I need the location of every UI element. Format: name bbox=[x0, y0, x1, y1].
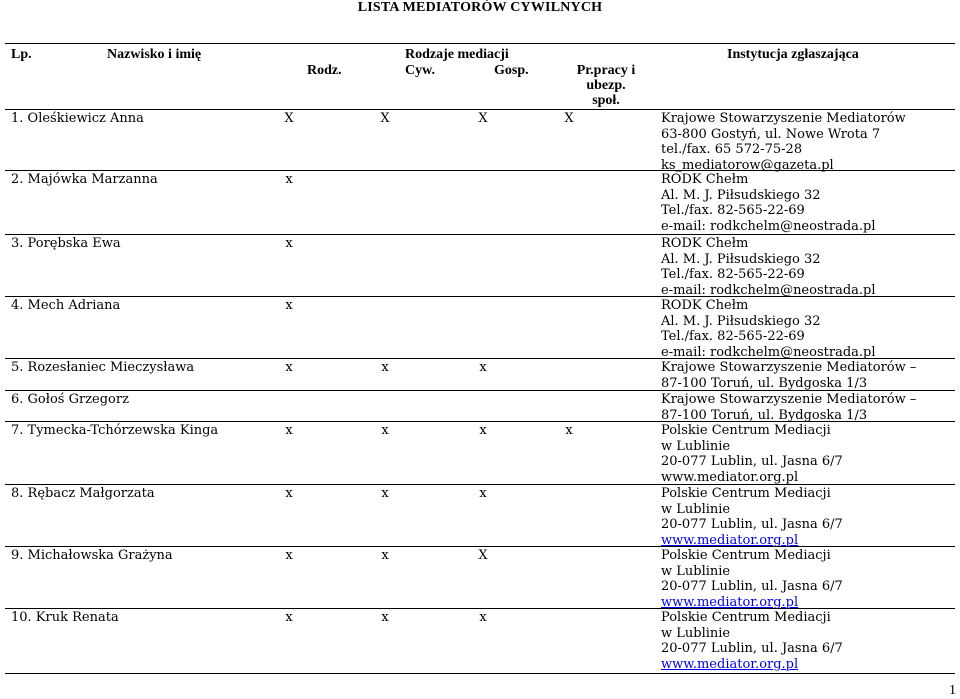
header-lp: Lp. bbox=[11, 47, 32, 62]
mediation-type-mark: x bbox=[479, 423, 487, 438]
institution-line: e-mail: rodkchelm@neostrada.pl bbox=[661, 344, 876, 360]
institution-line: Al. M. J. Piłsudskiego 32 bbox=[661, 313, 821, 329]
page-number: 1 bbox=[949, 683, 956, 698]
mediation-type-mark: x bbox=[381, 610, 389, 625]
institution-line: 87-100 Toruń, ul. Bydgoska 1/3 bbox=[661, 375, 868, 391]
institution-block bbox=[661, 548, 843, 610]
institution-line: Tel./fax. 82-565-22-69 bbox=[661, 203, 805, 218]
institution-line: ks_mediatorow@gazeta.pl bbox=[661, 157, 834, 173]
institution-block bbox=[661, 610, 843, 672]
header-pracy bbox=[570, 63, 642, 108]
institution-line: w Lublinie bbox=[661, 501, 731, 517]
mediation-type-mark: x bbox=[285, 548, 293, 563]
page-title: LISTA MEDIATORÓW CYWILNYCH bbox=[357, 0, 603, 15]
mediation-type-mark: X bbox=[478, 111, 488, 126]
institution-line: w Lublinie bbox=[661, 625, 731, 641]
header-cyw: Cyw. bbox=[405, 63, 435, 78]
institution-line: Tel./fax. 82-565-22-69 bbox=[661, 329, 805, 344]
institution-line: Al. M. J. Piłsudskiego 32 bbox=[661, 251, 821, 267]
mediator-name: 9. Michałowska Grażyna bbox=[11, 548, 173, 563]
mediator-name: 4. Mech Adriana bbox=[11, 298, 121, 313]
institution-block bbox=[661, 486, 843, 548]
header-institution: Instytucja zgłaszająca bbox=[727, 47, 859, 62]
header-types: Rodzaje mediacji bbox=[405, 47, 509, 62]
institution-block bbox=[661, 392, 916, 423]
mediation-type-mark: X bbox=[380, 111, 390, 126]
institution-line: Polskie Centrum Mediacji bbox=[661, 610, 831, 625]
institution-block bbox=[661, 111, 906, 173]
mediation-type-mark: x bbox=[285, 486, 293, 501]
institution-line: 63-800 Gostyń, ul. Nowe Wrota 7 bbox=[661, 126, 881, 142]
mediation-type-mark: x bbox=[285, 423, 293, 438]
mediator-name: 8. Rębacz Małgorzata bbox=[11, 486, 155, 501]
institution-website-link[interactable]: www.mediator.org.pl bbox=[661, 532, 799, 548]
institution-block bbox=[661, 423, 843, 485]
institution-block bbox=[661, 298, 876, 360]
header-rodz: Rodz. bbox=[307, 63, 342, 78]
institution-line: e-mail: rodkchelm@neostrada.pl bbox=[661, 218, 876, 234]
institution-line: Krajowe Stowarzyszenie Mediatorów bbox=[661, 111, 906, 126]
mediation-type-mark: x bbox=[381, 423, 389, 438]
mediation-type-mark: x bbox=[381, 360, 389, 375]
mediator-name: 2. Majówka Marzanna bbox=[11, 172, 158, 187]
institution-line: e-mail: rodkchelm@neostrada.pl bbox=[661, 282, 876, 298]
mediation-type-mark: x bbox=[381, 486, 389, 501]
table-rule bbox=[5, 109, 955, 110]
table-rule bbox=[5, 234, 955, 235]
table-rule bbox=[5, 673, 955, 674]
institution-line: 20-077 Lublin, ul. Jasna 6/7 bbox=[661, 454, 843, 469]
mediation-type-mark: x bbox=[285, 236, 293, 251]
mediation-type-mark: x bbox=[285, 172, 293, 187]
mediation-type-mark: x bbox=[285, 298, 293, 313]
institution-line: 87-100 Toruń, ul. Bydgoska 1/3 bbox=[661, 407, 868, 423]
institution-line: Polskie Centrum Mediacji bbox=[661, 548, 831, 563]
institution-line: RODK Chełm bbox=[661, 236, 749, 251]
institution-line: 20-077 Lublin, ul. Jasna 6/7 bbox=[661, 641, 843, 656]
institution-line: 20-077 Lublin, ul. Jasna 6/7 bbox=[661, 517, 843, 532]
mediator-name: 1. Oleśkiewicz Anna bbox=[11, 111, 144, 126]
mediator-name: 10. Kruk Renata bbox=[11, 610, 119, 625]
institution-line: RODK Chełm bbox=[661, 298, 749, 313]
institution-line: Krajowe Stowarzyszenie Mediatorów – bbox=[661, 392, 917, 407]
mediation-type-mark: x bbox=[565, 423, 573, 438]
institution-line: Krajowe Stowarzyszenie Mediatorów – bbox=[661, 360, 917, 375]
mediation-type-mark: X bbox=[284, 111, 294, 126]
mediation-type-mark: x bbox=[479, 486, 487, 501]
header-pracy-line: ubezp. bbox=[586, 78, 626, 93]
institution-line: Polskie Centrum Mediacji bbox=[661, 423, 831, 438]
mediation-type-mark: X bbox=[478, 548, 488, 563]
institution-line: tel./fax. 65 572-75-28 bbox=[661, 142, 803, 157]
mediation-type-mark: x bbox=[479, 610, 487, 625]
mediation-type-mark: X bbox=[564, 111, 574, 126]
institution-line: Al. M. J. Piłsudskiego 32 bbox=[661, 187, 821, 203]
institution-line: 20-077 Lublin, ul. Jasna 6/7 bbox=[661, 579, 843, 594]
mediator-name: 7. Tymecka-Tchórzewska Kinga bbox=[11, 423, 219, 438]
mediation-type-mark: x bbox=[479, 360, 487, 375]
header-pracy-line: społ. bbox=[592, 93, 620, 108]
mediation-type-mark: x bbox=[285, 610, 293, 625]
mediator-name: 6. Gołoś Grzegorz bbox=[11, 392, 129, 407]
institution-block bbox=[661, 172, 876, 234]
institution-line: RODK Chełm bbox=[661, 172, 749, 187]
institution-website-link[interactable]: www.mediator.org.pl bbox=[661, 656, 799, 672]
institution-block bbox=[661, 236, 876, 298]
table-rule bbox=[5, 43, 955, 44]
mediator-name: 5. Rozesłaniec Mieczysława bbox=[11, 360, 195, 375]
header-gosp: Gosp. bbox=[494, 63, 529, 78]
institution-line: w Lublinie bbox=[661, 438, 731, 454]
institution-block bbox=[661, 360, 916, 391]
institution-website-link[interactable]: www.mediator.org.pl bbox=[661, 594, 799, 610]
mediation-type-mark: x bbox=[381, 548, 389, 563]
mediation-type-mark: x bbox=[285, 360, 293, 375]
mediator-name: 3. Porębska Ewa bbox=[11, 236, 121, 251]
institution-line: Tel./fax. 82-565-22-69 bbox=[661, 267, 805, 282]
institution-line: www.mediator.org.pl bbox=[661, 469, 799, 485]
header-name: Nazwisko i imię bbox=[107, 47, 202, 62]
institution-line: w Lublinie bbox=[661, 563, 731, 579]
institution-line: Polskie Centrum Mediacji bbox=[661, 486, 831, 501]
header-pracy-line: Pr.pracy i bbox=[576, 63, 636, 78]
